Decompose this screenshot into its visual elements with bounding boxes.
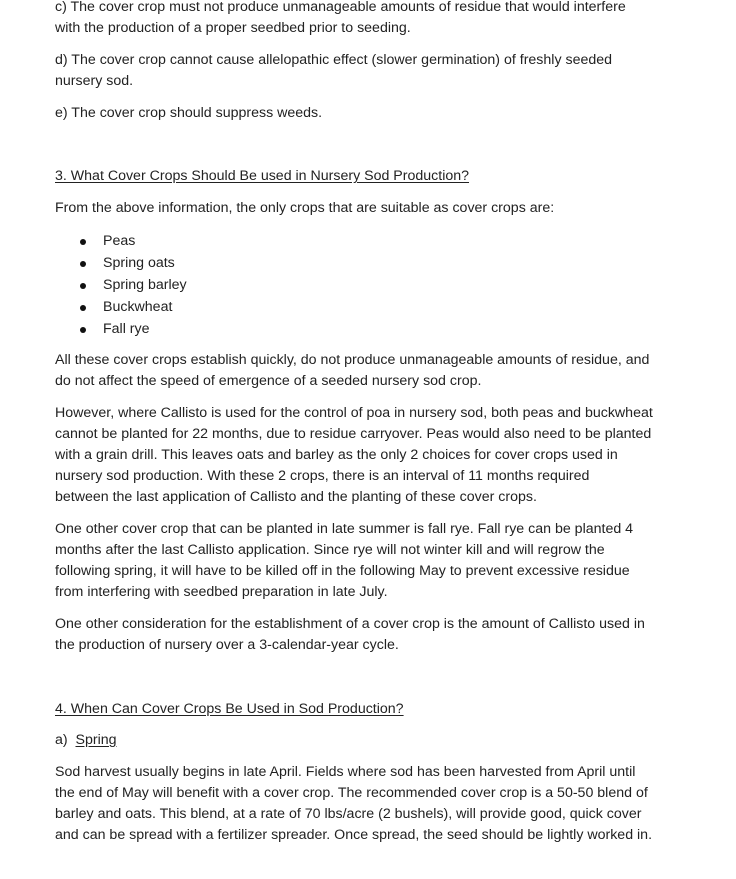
item-e-line-1: e) The cover crop should suppress weeds. [55,105,323,121]
section-4-p1-line-1: Sod harvest usually begins in late April. Fields where sod has been harvested from April until [55,764,636,780]
section-3-p2-line-5: between the last application of Callisto and the planting of these cover crops. [55,489,537,505]
section-3-p3-line-3: following spring, it will have to be killed off in the following May to prevent excessive residue [55,563,630,579]
list-item-label: Peas [103,233,136,249]
bullet-icon [80,283,86,289]
section-4-heading: 4. When Can Cover Crops Be Used in Sod Production? [55,701,404,717]
list-item-label: Fall rye [103,321,150,337]
list-item [103,231,135,252]
bullet-icon [80,239,86,245]
list-item-label: Buckwheat [103,299,173,315]
list-item [103,297,172,318]
section-3-p3-line-2: months after the last Callisto application. Since rye will not winter kill and will regrow the [55,542,605,558]
section-3-intro: From the above information, the only crops that are suitable as cover crops are: [55,200,555,216]
item-c-line-2: with the production of a proper seedbed prior to seeding. [55,20,411,36]
bullet-icon [80,305,86,311]
section-4-subheading [55,730,117,751]
bullet-icon [80,327,86,333]
item-d-line-2: nursery sod. [55,73,134,89]
section-3-p2-line-3: with a grain drill. This leaves oats and barley as the only 2 choices for cover crops used in [55,447,618,463]
item-d-line-1: d) The cover crop cannot cause allelopathic effect (slower germination) of freshly seeded [55,52,613,68]
section-4-p1-line-2: the end of May will benefit with a cover crop. The recommended cover crop is a 50-50 blend of [55,785,648,801]
section-3-heading: 3. What Cover Crops Should Be used in Nursery Sod Production? [55,168,470,184]
section-3-p1-line-1: All these cover crops establish quickly, do not produce unmanageable amounts of residue, and [55,352,650,368]
list-item [103,253,175,274]
list-item-label: Spring oats [103,255,175,271]
list-item-label: Spring barley [103,277,187,293]
section-3-p1-line-2: do not affect the speed of emergence of a seeded nursery sod crop. [55,373,482,389]
section-4-p1-line-4: and can be spread with a fertilizer spreader. Once spread, the seed should be lightly worked in. [55,827,653,843]
section-3-p2-line-1: However, where Callisto is used for the control of poa in nursery sod, both peas and buckwheat [55,405,653,421]
item-c-line-1: c) The cover crop must not produce unmanageable amounts of residue that would interfere [55,0,626,15]
list-item [103,275,187,296]
section-3-p4-line-2: the production of nursery over a 3-calendar-year cycle. [55,637,399,653]
bullet-icon [80,261,86,267]
section-3-p2-line-4: nursery sod production. With these 2 crops, there is an interval of 11 months required [55,468,590,484]
list-item [103,319,150,340]
section-3-p2-line-2: cannot be planted for 22 months, due to residue carryover. Peas would also need to be planted [55,426,652,442]
section-3-p3-line-1: One other cover crop that can be planted in late summer is fall rye. Fall rye can be planted 4 [55,521,634,537]
section-4-p1-line-3: barley and oats. This blend, at a rate of 70 lbs/acre (2 bushels), will provide good, quick cover [55,806,642,822]
subheading-prefix: a) [55,732,76,748]
section-3-p3-line-4: from interfering with seedbed preparation in late July. [55,584,388,600]
section-3-p4-line-1: One other consideration for the establishment of a cover crop is the amount of Callisto used in [55,616,645,632]
subheading-label: Spring [75,732,117,748]
